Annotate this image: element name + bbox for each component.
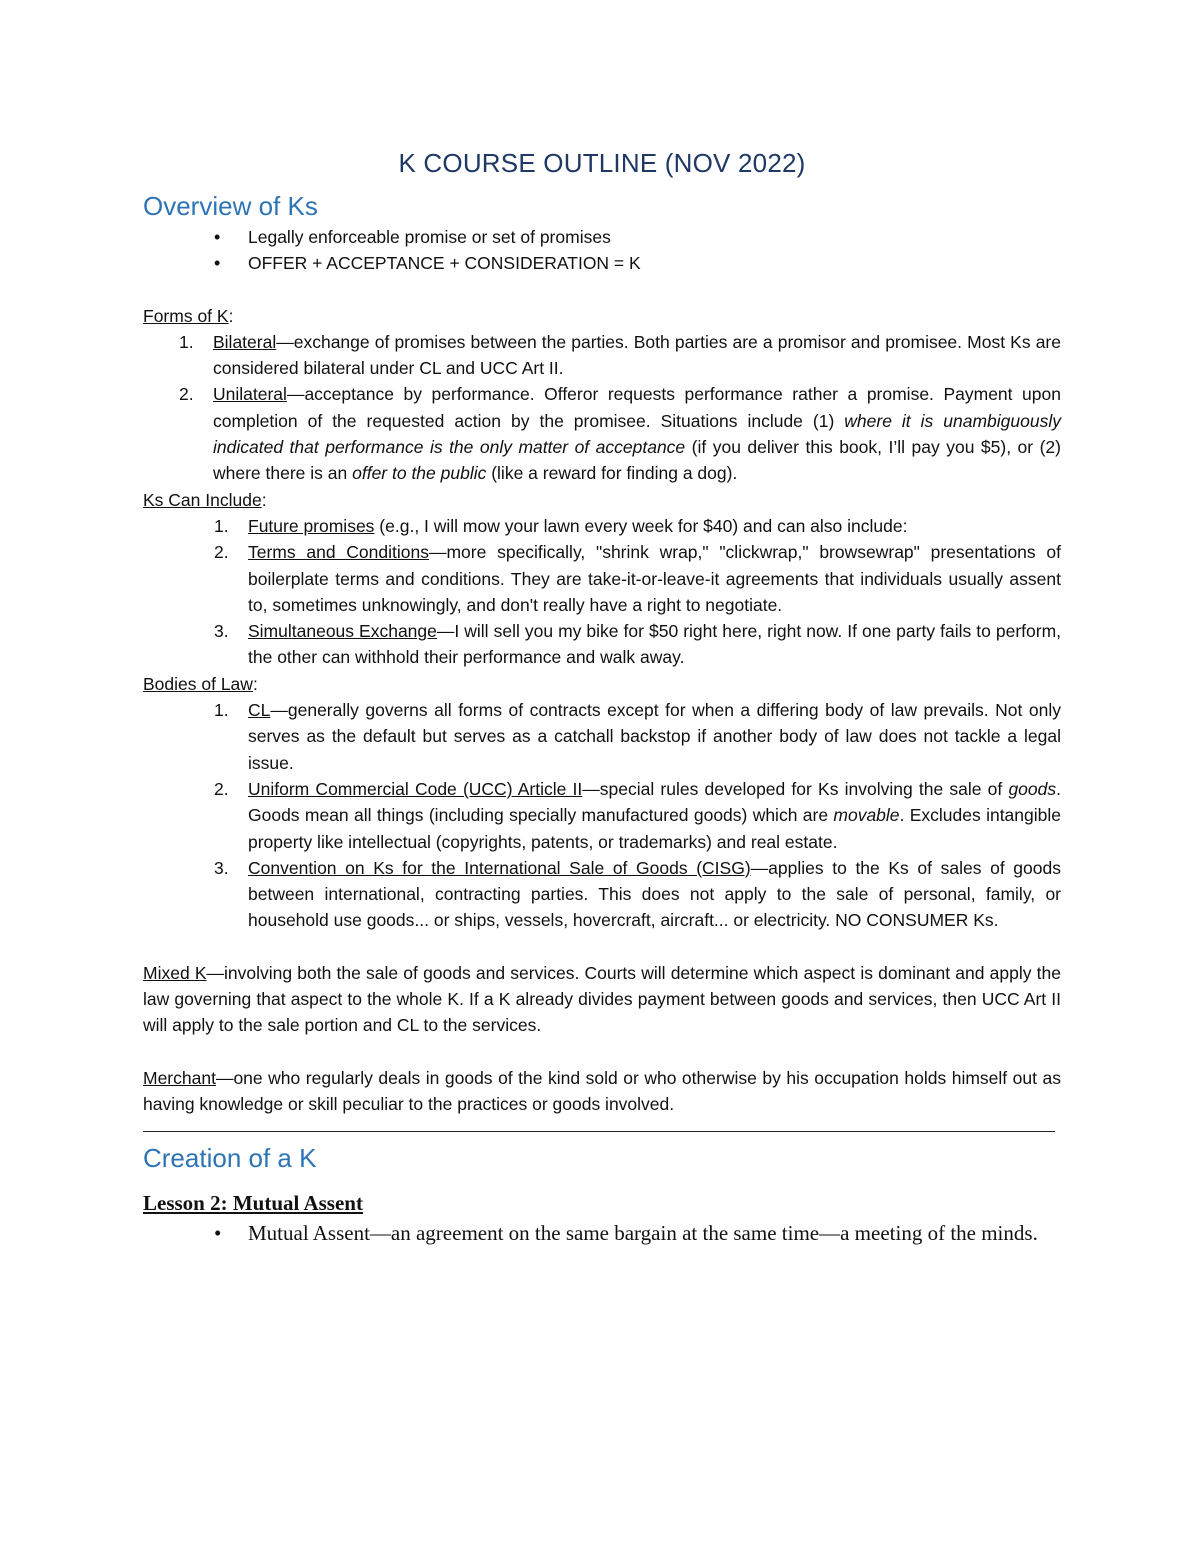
list-number: 2. bbox=[179, 384, 194, 405]
term: CL bbox=[248, 700, 271, 721]
definition-italic: offer to the public bbox=[352, 463, 487, 484]
definition-part: (if you deliver this book, I’ll pay you $5), or (2) where there is an bbox=[213, 437, 1061, 484]
creation-heading: Creation of a K bbox=[143, 1143, 317, 1174]
can-include-item bbox=[214, 618, 1062, 671]
document-title: K COURSE OUTLINE (NOV 2022) bbox=[398, 148, 806, 178]
term: Unilateral bbox=[213, 384, 287, 405]
definition-italic: movable bbox=[833, 805, 900, 826]
forms-item-bilateral bbox=[179, 329, 1061, 382]
definition-part: . Goods mean all things (including specially manufactured goods) which are bbox=[248, 778, 1061, 826]
definition-italic: goods bbox=[1008, 778, 1057, 799]
can-include-label: Ks Can Include bbox=[143, 489, 262, 510]
forms-label-line bbox=[143, 303, 1061, 329]
definition: (e.g., I will mow your lawn every week for $40) and can also include: bbox=[374, 515, 908, 536]
definition: —exchange of promises between the parties. Both parties are a promisor and promisee. Most Ks are considered bilateral under CL and UCC Art II. bbox=[213, 331, 1061, 379]
bodies-item-ucc bbox=[214, 776, 1061, 855]
bodies-item-cisg bbox=[214, 855, 1061, 934]
lesson-heading: Lesson 2: Mutual Assent bbox=[143, 1191, 363, 1216]
can-include-label-colon: : bbox=[261, 489, 267, 510]
term: Simultaneous Exchange bbox=[248, 621, 437, 642]
definition: —more specifically, "shrink wrap," "clickwrap," browsewrap" presentations of boilerplate terms and conditions. They are take-it-or-leave-it agreements that individuals usually assent to, sometimes unknowingly, and don't really have a right to negotiate. bbox=[248, 542, 1061, 615]
bodies-item-cl bbox=[214, 697, 1061, 776]
definition: —involving both the sale of goods and services. Courts will determine which aspect is dominant and apply the law governing that aspect to the whole K. If a K already divides payment between goods and services, then UCC Art II will apply to the sale portion and CL to the services. bbox=[143, 962, 1061, 1036]
bodies-label: Bodies of Law bbox=[143, 673, 253, 694]
definition: —applies to the Ks of sales of goods between international, contracting parties. This does not apply to the sale of personal, family, or household use goods... or ships, vessels, hovercraft, aircraft... or electricity. NO CONSUMER Ks. bbox=[248, 857, 1061, 931]
can-include-item bbox=[214, 513, 1061, 539]
forms-item-unilateral bbox=[179, 381, 1061, 486]
can-include-item bbox=[214, 539, 1061, 618]
bodies-label-line bbox=[143, 671, 1061, 697]
list-number: 3. bbox=[214, 621, 229, 642]
overview-bullet: • Legally enforceable promise or set of promises bbox=[248, 224, 1061, 250]
spacer bbox=[143, 1039, 1061, 1065]
forms-list bbox=[143, 329, 1061, 487]
document-body bbox=[143, 148, 1061, 1247]
mixed-k-paragraph bbox=[143, 960, 1061, 1039]
term: Merchant bbox=[143, 1067, 216, 1088]
spacer bbox=[143, 277, 1061, 303]
list-number: 3. bbox=[214, 857, 229, 878]
creation-bullet: • Mutual Assent—an agreement on the same bargain at the same time—a meeting of the minds. bbox=[248, 1220, 1061, 1247]
definition-part: (like a reward for finding a dog). bbox=[486, 463, 738, 484]
forms-label: Forms of K bbox=[143, 305, 229, 326]
can-include-label-line bbox=[143, 487, 1061, 513]
overview-bullet: • OFFER + ACCEPTANCE + CONSIDERATION = K bbox=[248, 250, 1061, 276]
merchant-paragraph bbox=[143, 1065, 1061, 1118]
definition: —I will sell you my bike for $50 right here, right now. If one party fails to perform, the other can withhold their performance and walk away. bbox=[248, 621, 1062, 668]
term: Terms and Conditions bbox=[248, 542, 429, 563]
definition-part: —special rules developed for Ks involving the sale of bbox=[582, 778, 1009, 799]
list-number: 2. bbox=[214, 778, 229, 799]
creation-bullet-list bbox=[143, 1220, 1061, 1247]
forms-label-colon: : bbox=[228, 305, 234, 326]
overview-bullet-list bbox=[143, 224, 1061, 277]
definition-part: —acceptance by performance. Offeror requests performance rather a promise. Payment upon completion of the requested action by the promisee. Situations include (1) bbox=[213, 384, 1061, 431]
overview-heading: Overview of Ks bbox=[143, 191, 318, 221]
term: Bilateral bbox=[213, 331, 277, 352]
can-include-list bbox=[143, 513, 1061, 671]
term: Uniform Commercial Code (UCC) Article II bbox=[248, 778, 583, 799]
list-number: 1. bbox=[179, 331, 194, 352]
list-number: 1. bbox=[214, 700, 229, 721]
definition-italic: where it is unambiguously indicated that performance is the only matter of acceptance bbox=[213, 410, 1061, 458]
term: Mixed K bbox=[143, 962, 207, 983]
section-divider bbox=[143, 1131, 1055, 1132]
term: Future promises bbox=[248, 515, 375, 536]
definition: —generally governs all forms of contracts except for when a differing body of law prevails. Not only serves as the default but serves as a catchall backstop if another body of law does not tackle a legal issue. bbox=[248, 700, 1061, 773]
spacer bbox=[143, 934, 1061, 960]
list-number: 1. bbox=[214, 515, 229, 536]
term: Convention on Ks for the International Sale of Goods (CISG) bbox=[248, 857, 751, 878]
definition: —one who regularly deals in goods of the kind sold or who otherwise by his occupation holds himself out as having knowledge or skill peculiar to the practices or goods involved. bbox=[143, 1067, 1061, 1114]
bodies-label-colon: : bbox=[252, 673, 258, 694]
bodies-list bbox=[143, 697, 1061, 934]
definition-part: . Excludes intangible property like intellectual (copyrights, patents, or trademarks) and real estate. bbox=[248, 805, 1061, 852]
list-number: 2. bbox=[214, 542, 229, 563]
